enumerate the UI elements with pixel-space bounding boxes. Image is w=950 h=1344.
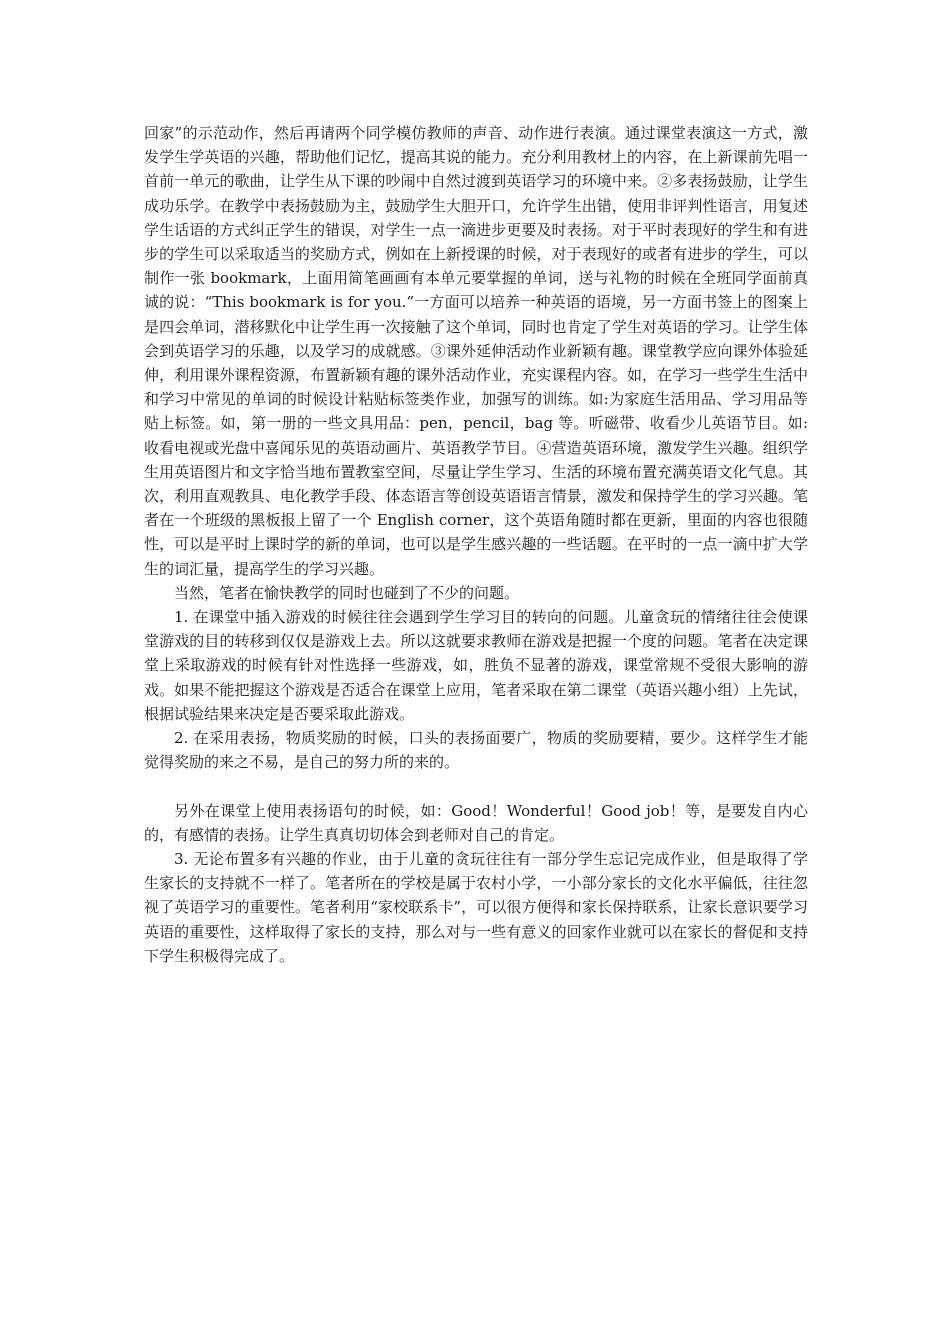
paragraph-praise-phrases: 另外在课堂上使用表扬语句的时候，如：Good！Wonderful！Good job！等，是要发自内心的，有感情的表扬。让学生真真切切体会到老师对自己的肯定。 xyxy=(144,801,808,844)
paragraph-problem-3-homework: 3. 无论布置多有兴趣的作业，由于儿童的贪玩往往有一部分学生忘记完成作业，但是取得了学生家长的支持就不一样了。笔者所在的学校是属于农村小学，一小部分家长的文化水平偏低，往往忽视了英语学习的重要性。笔者利用“家校联系卡”，可以很方便得和家长保持联系，让家长意识要学习英语的重要性，这样取得了家长的支持，那么对与一些有意义的回家作业就可以在家长的督促和支持下学生积极得完成了。 xyxy=(144,850,808,965)
document-body xyxy=(144,121,808,968)
paragraph-problem-1-games: 1. 在课堂中插入游戏的时候往往会遇到学生学习目的转向的问题。儿童贪玩的情绪往往会使课堂游戏的目的转移到仅仅是游戏上去。所以这就要求教师在游戏是把握一个度的问题。笔者在决定课堂上采取游戏的时候有针对性选择一些游戏，如，胜负不显著的游戏，课堂常规不受很大影响的游戏。如果不能把握这个游戏是否适合在课堂上应用，笔者采取在第二课堂（英语兴趣小组）上先试，根据试验结果来决定是否要采取此游戏。 xyxy=(144,608,808,723)
blank-line xyxy=(144,774,808,798)
paragraph-problems-intro: 当然，笔者在愉快教学的同时也碰到了不少的问题。 xyxy=(174,583,520,602)
paragraph-teaching-methods: 回家”的示范动作，然后再请两个同学模仿教师的声音、动作进行表演。通过课堂表演这一方式，激发学生学英语的兴趣，帮助他们记忆，提高其说的能力。充分利用教材上的内容，在上新课前先唱一首前一单元的歌曲，让学生从下课的吵闹中自然过渡到英语学习的环境中来。②多表扬鼓励，让学生成功乐学。在教学中表扬鼓励为主，鼓励学生大胆开口，允许学生出错，使用非评判性语言，用复述学生话语的方式纠正学生的错误，对学生一点一滴进步更要及时表扬。对于平时表现好的学生和有进步的学生可以采取适当的奖励方式，例如在上新授课的时候，对于表现好的或者有进步的学生，可以制作一张 bookmark，上面用简笔画画有本单元要掌握的单词，送与礼物的时候在全班同学面前真诚的说：“This bookmark is for you.”一方面可以培养一种英语的语境，另一方面书签上的图案上是四会单词，潜移默化中让学生再一次接触了这个单词，同时也肯定了学生对英语的学习。让学生体会到英语学习的乐趣，以及学习的成就感。③课外延伸活动作业新颖有趣。课堂教学应向课外体验延伸，利用课外课程资源，布置新颖有趣的课外活动作业，充实课程内容。如，在学习一些学生生活中和学习中常见的单词的时候设计粘贴标签类作业，加强写的训练。如:为家庭生活用品、学习用品等贴上标签。如，第一册的一些文具用品：pen，pencil，bag 等。听磁带、收看少儿英语节目。如:收看电视或光盘中喜闻乐见的英语动画片、英语教学节目。④营造英语环境，激发学生兴趣。组织学生用英语图片和文字恰当地布置教室空间，尽量让学生学习、生活的环境布置充满英语文化气息。其次，利用直观教具、电化教学手段、体态语言等创设英语语言情景，激发和保持学生的学习兴趣。笔者在一个班级的黑板报上留了一个 English corner，这个英语角随时都在更新，里面的内容也很随性，可以是平时上课时学的新的单词，也可以是学生感兴趣的一些话题。在平时的一点一滴中扩大学生的词汇量，提高学生的学习兴趣。 xyxy=(144,124,808,578)
paragraph-problem-2-rewards: 2. 在采用表扬，物质奖励的时候，口头的表扬面要广，物质的奖励要精，要少。这样学生才能觉得奖励的来之不易，是自己的努力所的来的。 xyxy=(144,729,808,772)
